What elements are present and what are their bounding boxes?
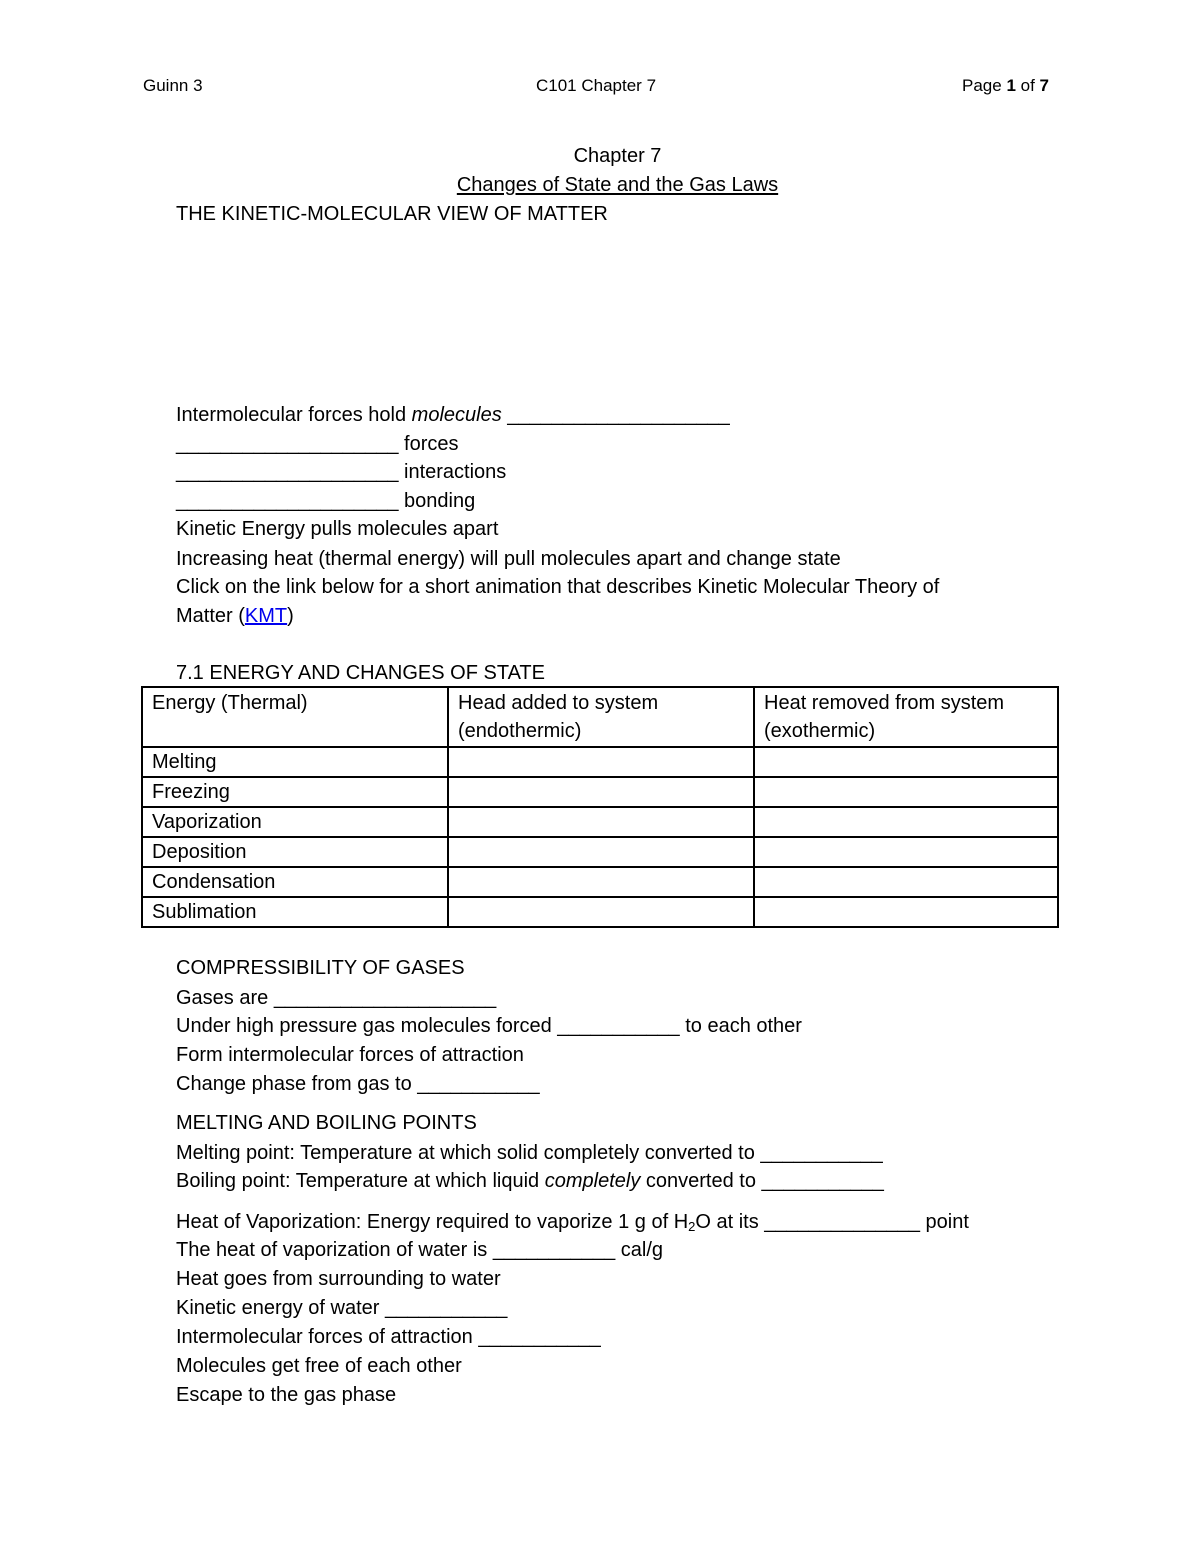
table-row — [142, 837, 1058, 867]
section-energy-changes: 7.1 ENERGY AND CHANGES OF STATE — [176, 662, 545, 684]
section-kinetic-molecular: THE KINETIC-MOLECULAR VIEW OF MATTER — [176, 203, 608, 225]
row-label-vaporization: Vaporization — [142, 807, 448, 837]
cell-empty — [754, 837, 1058, 867]
heat-value-line: The heat of vaporization of water is ___________ cal/g — [176, 1239, 663, 1261]
heat-of-vaporization-line: Heat of Vaporization: Energy required to vaporize 1 g of $H_2O$ at its ______________ point — [176, 1211, 969, 1234]
form-forces-line: Form intermolecular forces of attraction — [176, 1044, 524, 1066]
header-center: C101 Chapter 7 — [536, 76, 657, 95]
chapter-title: Chapter 7 — [573, 145, 662, 167]
table-row — [142, 747, 1058, 777]
heat-goes-line: Heat goes from surrounding to water — [176, 1268, 501, 1290]
escape-gas-line: Escape to the gas phase — [176, 1384, 397, 1406]
row-label-freezing: Freezing — [142, 777, 448, 807]
melting-point-line: Melting point: Temperature at which solid completely converted to ___________ — [176, 1142, 883, 1164]
section-compressibility: COMPRESSIBILITY OF GASES — [176, 957, 465, 979]
cell-empty — [448, 837, 754, 867]
kinetic-energy-line: Kinetic Energy pulls molecules apart — [176, 518, 499, 540]
cell-empty — [754, 747, 1058, 777]
intermolecular-line-3: ____________________ interactions — [176, 461, 507, 483]
cell-empty — [754, 807, 1058, 837]
table-header-row — [142, 687, 1058, 747]
header-energy-thermal: Energy (Thermal) — [142, 687, 448, 747]
boiling-point-line: Boiling point: Temperature at which liquid completely converted to ___________ — [176, 1170, 884, 1192]
cell-empty — [754, 867, 1058, 897]
row-label-sublimation: Sublimation — [142, 897, 448, 927]
table-row — [142, 867, 1058, 897]
click-link-line: Click on the link below for a short animation that describes Kinetic Molecular Theory of — [176, 576, 940, 598]
gases-are-line: Gases are ____________________ — [176, 987, 497, 1009]
chapter-subtitle: Changes of State and the Gas Laws — [456, 174, 779, 196]
high-pressure-line: Under high pressure gas molecules forced ___________ to each other — [176, 1015, 802, 1037]
header-heat-removed: Heat removed from system (exothermic) — [754, 687, 1058, 747]
cell-empty — [448, 807, 754, 837]
increasing-heat-line: Increasing heat (thermal energy) will pull molecules apart and change state — [176, 548, 841, 570]
cell-empty — [448, 747, 754, 777]
row-label-deposition: Deposition — [142, 837, 448, 867]
header-heat-added: Head added to system (endothermic) — [448, 687, 754, 747]
table-row — [142, 807, 1058, 837]
matter-kmt-line: Matter (KMT) — [176, 605, 294, 627]
intermolecular-line-4: ____________________ bonding — [176, 490, 476, 512]
row-label-melting: Melting — [142, 747, 448, 777]
change-phase-line: Change phase from gas to ___________ — [176, 1073, 540, 1095]
row-label-condensation: Condensation — [142, 867, 448, 897]
header-page-number: Page 1 of 7 — [962, 76, 1049, 95]
intermolecular-line-1: Intermolecular forces hold molecules ____________________ — [176, 404, 730, 426]
intermolecular-line-2: ____________________ forces — [176, 433, 459, 455]
table-row — [142, 897, 1058, 927]
kmt-link[interactable]: KMT — [244, 605, 288, 627]
table-row — [142, 777, 1058, 807]
intermolecular-attraction-line: Intermolecular forces of attraction ___________ — [176, 1326, 601, 1348]
cell-empty — [754, 897, 1058, 927]
molecules-free-line: Molecules get free of each other — [176, 1355, 462, 1377]
energy-changes-table — [141, 686, 1059, 928]
section-melting-boiling: MELTING AND BOILING POINTS — [176, 1112, 477, 1134]
cell-empty — [448, 897, 754, 927]
cell-empty — [448, 867, 754, 897]
cell-empty — [448, 777, 754, 807]
cell-empty — [754, 777, 1058, 807]
kinetic-energy-water-line: Kinetic energy of water ___________ — [176, 1297, 508, 1319]
header-left: Guinn 3 — [143, 76, 203, 95]
